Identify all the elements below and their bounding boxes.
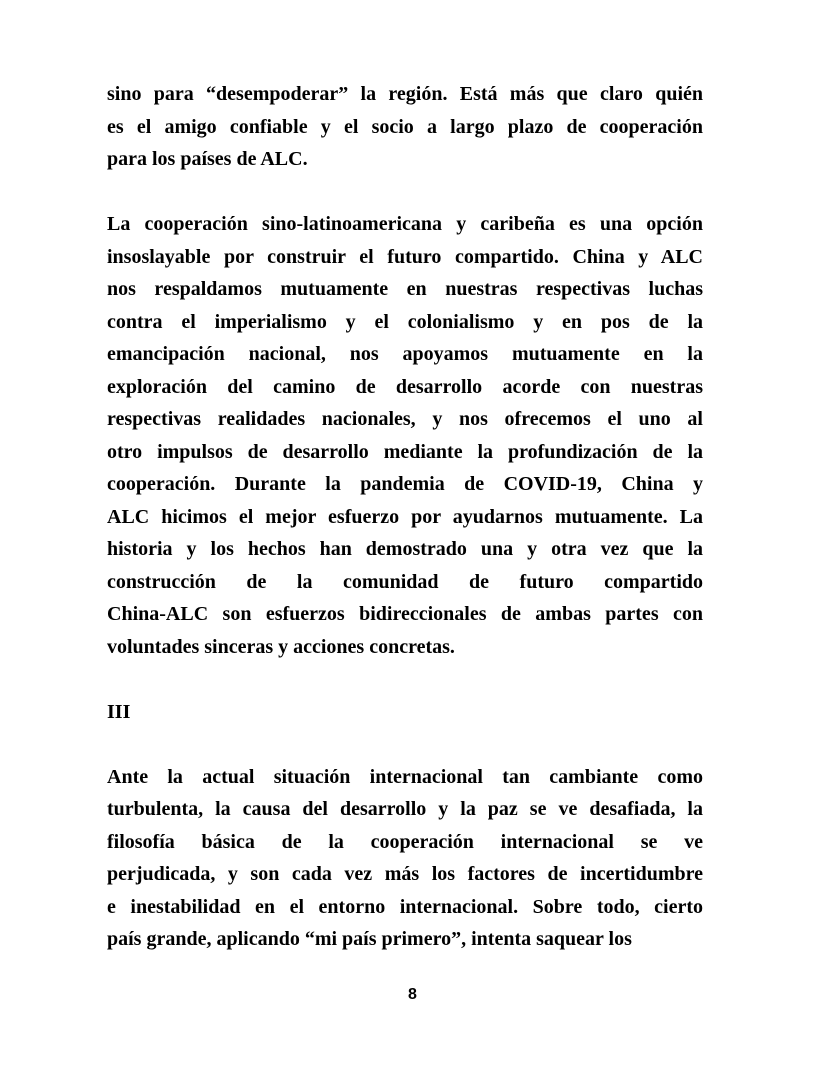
text-line: ALC hicimos el mejor esfuerzo por ayudarnos mutuamente. La bbox=[107, 505, 703, 528]
text-line: cooperación. Durante la pandemia de COVID-19, China y bbox=[107, 473, 703, 495]
text-line: emancipación nacional, nos apoyamos mutuamente en la bbox=[107, 343, 703, 365]
section-heading: III bbox=[107, 700, 131, 723]
text-line: filosofía básica de la cooperación internacional se ve bbox=[107, 830, 703, 853]
page-number: 8 bbox=[408, 986, 417, 1003]
text-line: país grande, aplicando “mi país primero”, intenta saquear los bbox=[107, 928, 632, 950]
text-line: voluntades sinceras y acciones concretas. bbox=[107, 635, 455, 658]
document-body bbox=[107, 78, 703, 956]
text-line: turbulenta, la causa del desarrollo y la paz se ve desafiada, la bbox=[107, 798, 703, 820]
text-line: e inestabilidad en el entorno internacional. Sobre todo, cierto bbox=[107, 895, 703, 918]
text-line: perjudicada, y son cada vez más los factores de incertidumbre bbox=[107, 863, 703, 885]
text-line: es el amigo confiable y el socio a largo plazo de cooperación bbox=[107, 115, 703, 138]
paragraph bbox=[107, 208, 703, 663]
text-line: para los países de ALC. bbox=[107, 148, 308, 170]
page-footer bbox=[0, 986, 825, 1004]
text-line: nos respaldamos mutuamente en nuestras respectivas luchas bbox=[107, 278, 703, 300]
paragraph bbox=[107, 761, 703, 956]
text-line: Ante la actual situación internacional tan cambiante como bbox=[107, 765, 703, 788]
text-line: historia y los hechos han demostrado una y otra vez que la bbox=[107, 538, 703, 560]
text-line: contra el imperialismo y el colonialismo y en pos de la bbox=[107, 310, 703, 333]
text-line: China-ALC son esfuerzos bidireccionales de ambas partes con bbox=[107, 603, 703, 625]
text-line: insoslayable por construir el futuro compartido. China y ALC bbox=[107, 245, 703, 268]
text-line: construcción de la comunidad de futuro compartido bbox=[107, 570, 703, 593]
paragraph bbox=[107, 78, 703, 176]
text-line: exploración del camino de desarrollo acorde con nuestras bbox=[107, 375, 703, 398]
text-line: respectivas realidades nacionales, y nos ofrecemos el uno al bbox=[107, 408, 703, 430]
text-line: otro impulsos de desarrollo mediante la profundización de la bbox=[107, 440, 703, 463]
text-line: sino para “desempoderar” la región. Está más que claro quién bbox=[107, 83, 703, 105]
text-line: La cooperación sino-latinoamericana y caribeña es una opción bbox=[107, 213, 703, 235]
